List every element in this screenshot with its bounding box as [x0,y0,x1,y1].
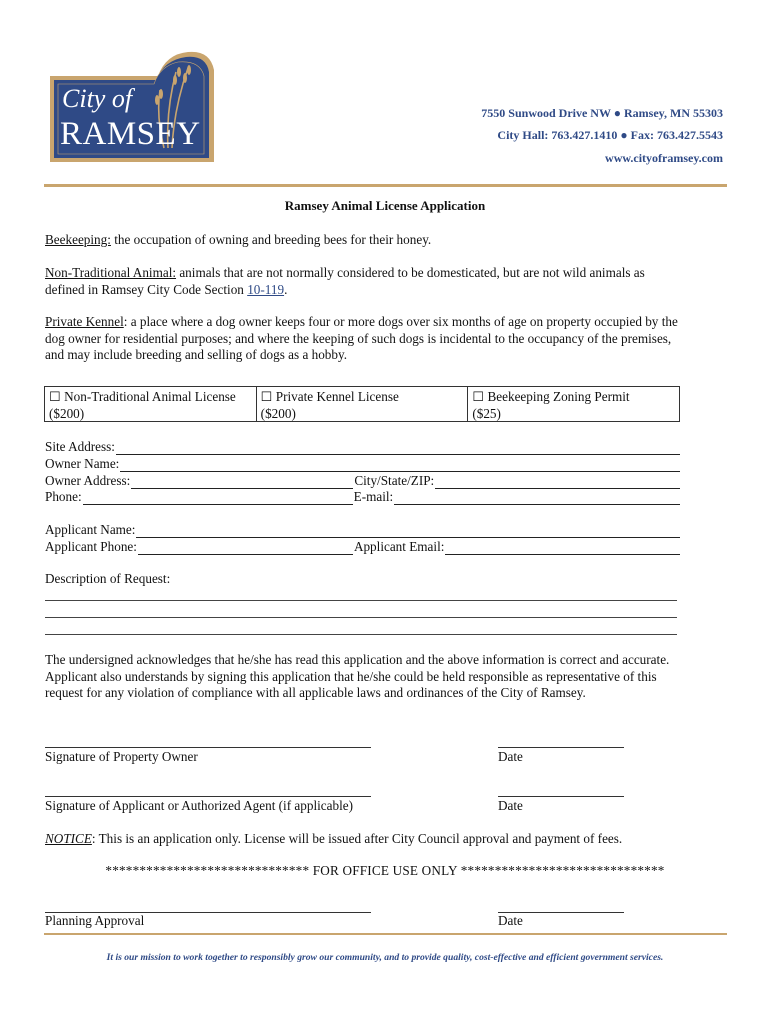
email-label: E-mail: [353,489,394,504]
license-option-kennel[interactable] [257,387,469,421]
license-label: Non-Traditional Animal License [64,389,236,404]
city-code-link[interactable]: 10-119 [247,281,285,297]
city-of-ramsey-logo [48,50,216,166]
owner-date-label: Date [498,749,523,764]
kennel-text: : a place where a dog owner keeps four or more dogs over six months of age on property occupied by the dog owner for residential purposes; and where the keeping of such dogs is incidental to the occupancy of the premises, and may include breeding and selling of dogs as a hobby. [45,314,678,362]
owner-name-field[interactable] [120,459,680,472]
checkbox-icon[interactable]: ☐ [49,389,61,404]
mission-statement: It is our mission to work together to responsibly grow our community, and to provide quality, cost-effective and efficient government services. [106,952,664,963]
owner-name-row [45,455,681,472]
email-field[interactable] [394,492,680,505]
notice-label: NOTICE [45,831,92,846]
applicant-name-label: Applicant Name: [45,522,136,537]
site-address-row [45,438,681,455]
applicant-signature-line[interactable] [45,795,371,797]
city-state-zip-label: City/State/ZIP: [354,473,435,488]
description-label: Description of Request: [45,571,171,586]
nta-term: Non-Traditional Animal: [45,265,177,280]
phone-field[interactable] [83,492,353,505]
applicant-signature-label: Signature of Applicant or Authorized Agent (if applicable) [45,798,353,813]
phone-label: Phone: [45,489,82,504]
applicant-date-label: Date [498,798,523,813]
header-website[interactable]: www.cityoframsey.com [605,151,723,165]
form-title: Ramsey Animal License Application [284,198,486,213]
kennel-term: Private Kennel [45,314,124,329]
checkbox-icon[interactable]: ☐ [260,389,273,404]
license-fee: ($200) [260,405,296,421]
description-line[interactable] [45,616,677,618]
owner-address-label: Owner Address: [45,473,131,488]
header-phones: City Hall: 763.427.1410 ● Fax: 763.427.5543 [497,128,723,142]
definition-non-traditional-animal [45,265,685,298]
planning-approval-label: Planning Approval [45,913,145,928]
notice-text: : This is an application only. License will be issued after City Council approval and payment of fees. [91,831,623,846]
applicant-phone-row [45,538,681,555]
owner-signature-label: Signature of Property Owner [45,749,198,764]
description-line[interactable] [45,633,677,635]
logo-text-ramsey: RAMSEY [60,116,201,152]
definition-private-kennel [45,314,685,364]
office-use-heading: ****************************** FOR OFFICE USE ONLY ****************************** [105,863,665,878]
description-line[interactable] [45,599,677,601]
license-fee: ($25) [472,405,501,421]
applicant-name-row [45,521,681,538]
footer-divider [44,933,727,935]
license-option-nta[interactable] [45,387,257,421]
checkbox-icon[interactable]: ☐ [472,389,485,404]
license-type-table [44,386,680,422]
applicant-date-line[interactable] [498,795,624,797]
applicant-email-field[interactable] [445,542,680,555]
owner-date-line[interactable] [498,746,624,748]
nta-end: . [284,281,288,297]
site-address-field[interactable] [116,442,680,455]
logo-text-city-of: City of [62,84,133,113]
license-label: Private Kennel License [275,389,399,404]
notice [45,831,622,847]
beekeeping-text: the occupation of owning and breeding bees for their honey. [110,232,432,247]
owner-name-label: Owner Name: [45,456,120,471]
license-label: Beekeeping Zoning Permit [487,389,630,404]
acknowledgement-text: The undersigned acknowledges that he/she has read this application and the above information is correct and accurate. Applicant also understands by signing this application that he/she could be held responsible as representative of this request for any violation of compliance with all applicable laws and ordinances of the City of Ramsey. [45,652,670,700]
license-option-beekeeping[interactable] [468,387,679,421]
header-address: 7550 Sunwood Drive NW ● Ramsey, MN 55303 [481,106,723,120]
applicant-phone-label: Applicant Phone: [45,539,137,554]
nta-text: animals that are not normally considered to be domesticated, but are not wild animals as defined in Ramsey City Code Section [45,265,645,297]
planning-date-label: Date [498,913,523,928]
applicant-email-label: Applicant Email: [353,539,445,554]
owner-address-row [45,472,681,489]
header-divider [44,184,727,187]
owner-signature-line[interactable] [45,746,371,748]
beekeeping-term: Beekeeping: [45,232,111,247]
definition-beekeeping [45,232,685,249]
applicant-phone-field[interactable] [138,542,353,555]
license-fee: ($200) [49,405,85,421]
site-address-label: Site Address: [45,439,115,454]
applicant-name-field[interactable] [136,525,680,538]
phone-email-row [45,488,681,505]
